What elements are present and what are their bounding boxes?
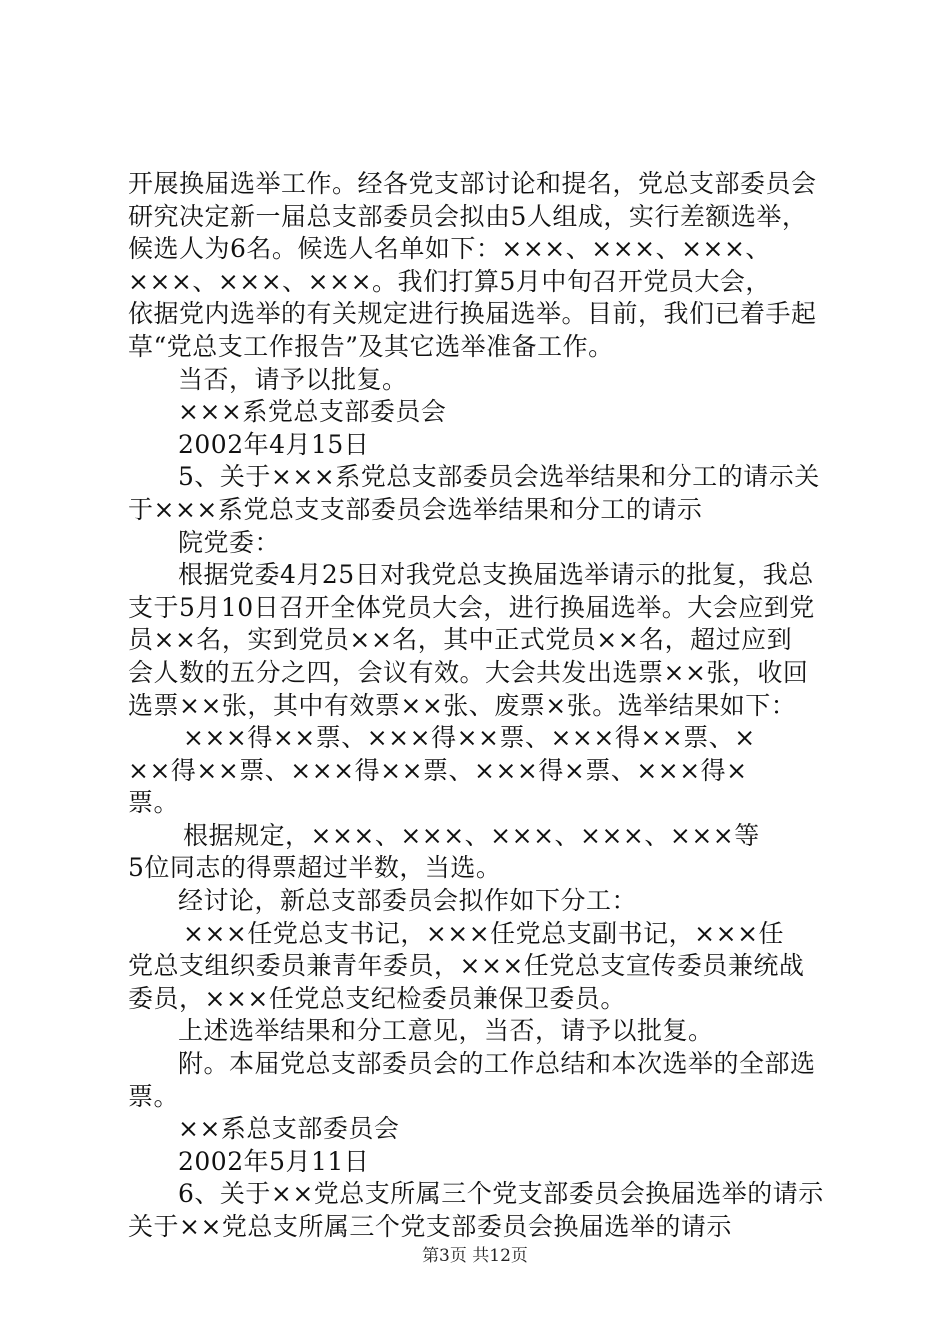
text-line: ×××得××票、×××得××票、×××得××票、× bbox=[183, 723, 756, 753]
section-heading: 5、关于×××系党总支部委员会选举结果和分工的请示关 bbox=[178, 462, 820, 492]
signature-line: ××系总支部委员会 bbox=[178, 1114, 400, 1144]
section-heading: 关于××党总支所属三个党支部委员会换届选举的请示 bbox=[128, 1212, 732, 1241]
text-line: 选票××张，其中有效票××张、废票×张。选举结果如下： bbox=[128, 690, 797, 720]
text-line: 5位同志的得票超过半数，当选。 bbox=[128, 853, 502, 883]
text-line: 开展换届选举工作。经各党支部讨论和提名，党总支部委员会 bbox=[128, 169, 817, 198]
text-line: 根据规定，×××、×××、×××、×××、×××等 bbox=[183, 820, 760, 850]
signature-line: ×××系党总支部委员会 bbox=[178, 397, 447, 427]
document-body bbox=[128, 168, 832, 1244]
text-line: 党总支组织委员兼青年委员，×××任党总支宣传委员兼统战 bbox=[128, 951, 805, 981]
text-line: 上述选举结果和分工意见，当否，请予以批复。 bbox=[178, 1016, 714, 1046]
text-line: 经讨论，新总支部委员会拟作如下分工： bbox=[178, 886, 638, 916]
date-line: 2002年4月15日 bbox=[178, 429, 370, 459]
text-line: ×××任党总支书记，×××任党总支副书记，×××任 bbox=[183, 918, 785, 948]
date-line: 2002年5月11日 bbox=[178, 1146, 370, 1176]
text-line: 票。 bbox=[128, 788, 180, 818]
text-line: 票。 bbox=[128, 1081, 180, 1111]
text-line: 员××名，实到党员××名，其中正式党员××名，超过应到 bbox=[128, 625, 793, 655]
text-line: 支于5月10日召开全体党员大会，进行换届选举。大会应到党 bbox=[128, 592, 815, 622]
section-heading: 6、关于××党总支所属三个党支部委员会换届选举的请示 bbox=[178, 1179, 824, 1209]
text-line: 会人数的五分之四，会议有效。大会共发出选票××张，收回 bbox=[128, 657, 809, 687]
text-line: ××得××票、×××得××票、×××得×票、×××得× bbox=[128, 755, 748, 785]
text-line: 委员，×××任党总支纪检委员兼保卫委员。 bbox=[128, 983, 626, 1013]
text-line: 草“党总支工作报告”及其它选举准备工作。 bbox=[128, 331, 614, 361]
text-line: 研究决定新一届总支部委员会拟由5人组成，实行差额选举， bbox=[128, 201, 808, 231]
salutation-line: 院党委： bbox=[178, 527, 281, 557]
text-line: ×××、×××、×××。我们打算5月中旬召开党员大会， bbox=[128, 266, 771, 296]
text-line: 候选人为6名。候选人名单如下：×××、×××、×××、 bbox=[128, 234, 771, 264]
text-line: 依据党内选举的有关规定进行换届选举。目前，我们已着手起 bbox=[128, 299, 817, 329]
section-heading: 于×××系党总支支部委员会选举结果和分工的请示 bbox=[128, 494, 703, 524]
page-footer bbox=[0, 1244, 950, 1268]
text-line: 附。本届党总支部委员会的工作总结和本次选举的全部选 bbox=[178, 1049, 816, 1079]
text-line: 根据党委4月25日对我党总支换届选举请示的批复，我总 bbox=[178, 560, 814, 590]
text-line: 当否，请予以批复。 bbox=[178, 364, 408, 394]
page-number: 第3页 共12页 bbox=[422, 1246, 528, 1266]
